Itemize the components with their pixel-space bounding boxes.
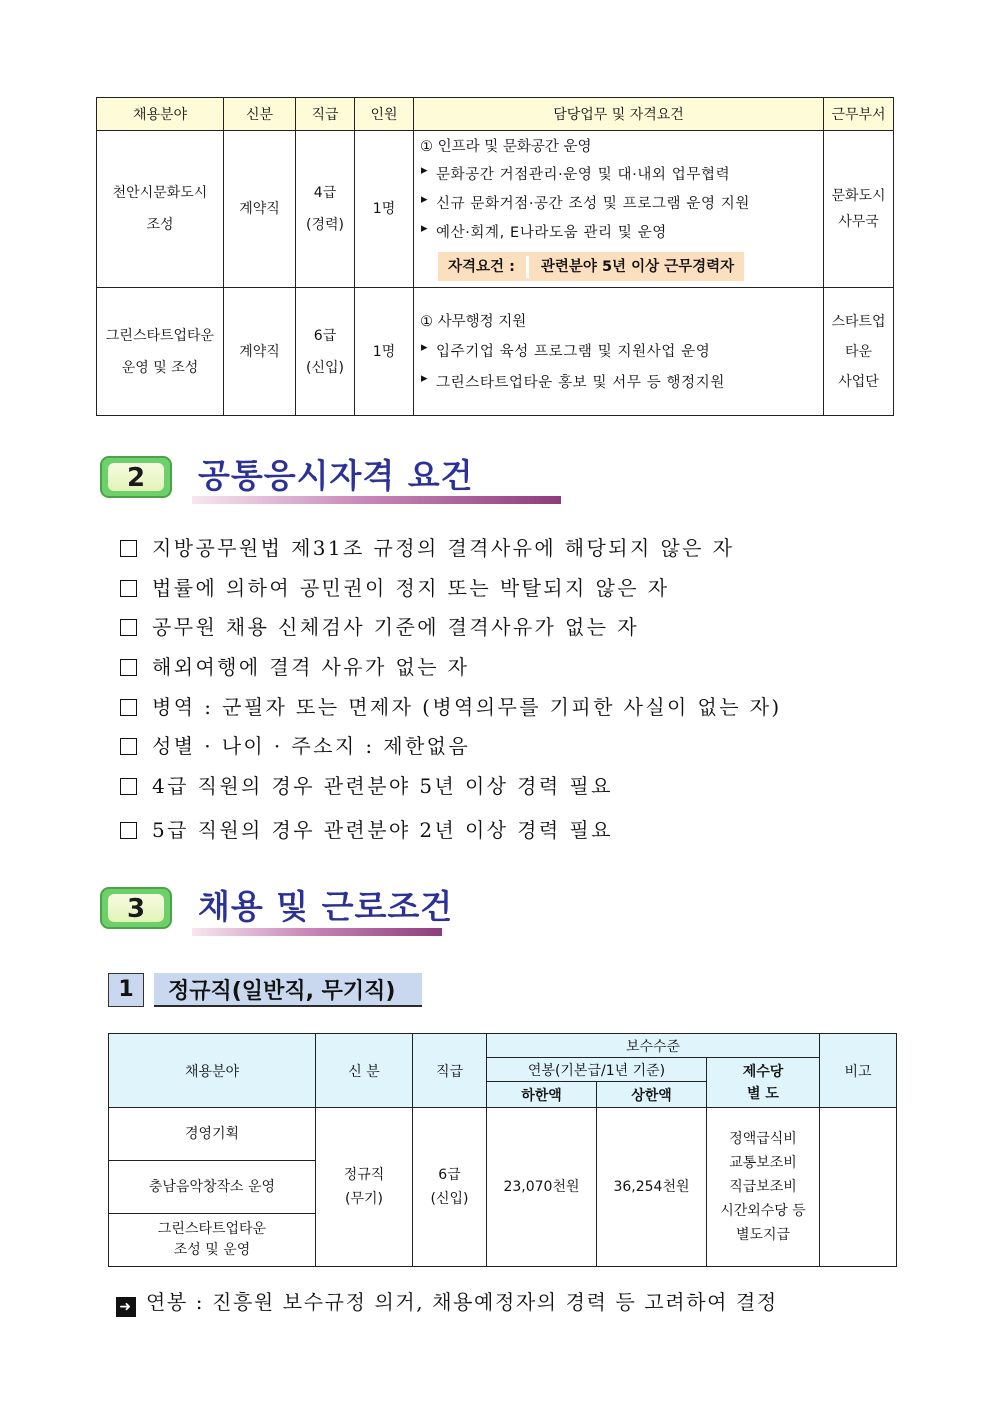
duty-item: ▸ 그린스타트업타운 홍보 및 서무 등 행정지원: [420, 371, 817, 392]
cell-grade: [413, 1108, 487, 1267]
list-item: [118, 652, 782, 692]
section-number: 3: [108, 894, 164, 922]
list-item: [118, 612, 782, 652]
checkbox-icon: [120, 659, 137, 676]
grade-line: 6급: [438, 1167, 461, 1183]
dept-line: 사업단: [838, 373, 879, 390]
grade-line: (경력): [306, 217, 344, 233]
cell-status: [316, 1108, 413, 1267]
cell-max: 36,254천원: [597, 1108, 707, 1267]
field-line: 운영 및 조성: [121, 359, 199, 376]
duty-item: ▸ 문화공간 거점관리·운영 및 대·내외 업무협력: [420, 163, 817, 184]
cell-duty: [414, 131, 824, 288]
grade-line: 4급: [313, 185, 337, 201]
requirement-text: 법률에 의하여 공민권이 정지 또는 박탈되지 않은 자: [152, 575, 670, 600]
checkbox-icon: [120, 540, 137, 557]
header-grade: 직급: [413, 1034, 487, 1108]
table-row: [109, 1108, 897, 1161]
dept-line: 문화도시: [831, 188, 886, 204]
field-line: 그린스타트업타운: [157, 1221, 267, 1237]
cell-min: 23,070천원: [487, 1108, 597, 1267]
grade-line: (신입): [430, 1191, 469, 1207]
header-field: 채용분야: [97, 98, 224, 131]
cell-status: 계약직: [224, 131, 296, 288]
header-count: 인원: [355, 98, 414, 131]
qualification-box: [438, 252, 744, 281]
cell-grade: [296, 131, 355, 288]
duty-heading: ① 인프라 및 문화공간 운영: [420, 139, 592, 155]
header-pay: 보수수준: [487, 1034, 820, 1058]
cell-duty: [414, 288, 824, 416]
requirement-text: 4급 직원의 경우 관련분야 5년 이상 경력 필요: [152, 774, 613, 799]
job-table: [96, 97, 894, 416]
pay-table: [108, 1033, 897, 1267]
table-header-row: [109, 1034, 897, 1058]
dept-line: 타운: [844, 343, 873, 360]
header-duty: 담당업무 및 자격요건: [414, 98, 824, 131]
header-grade: 직급: [296, 98, 355, 131]
duty-item: ▸ 예산·회계, E나라도움 관리 및 운영: [420, 221, 817, 242]
header-field: 채용분야: [109, 1034, 316, 1108]
list-item: [118, 692, 782, 732]
allowance-item: 별도지급: [735, 1227, 791, 1243]
section-underline: [192, 496, 561, 504]
requirement-text: 공무원 채용 신체검사 기준에 결격사유가 없는 자: [152, 615, 639, 640]
requirements-list: [118, 533, 782, 855]
dept-line: 사무국: [838, 214, 879, 230]
cell-count: 1명: [355, 131, 414, 288]
header-allowance: [707, 1058, 820, 1108]
checkbox-icon: [120, 738, 137, 755]
section-number-badge: [100, 887, 172, 929]
list-item: [118, 771, 782, 811]
table-row: [97, 288, 894, 416]
list-item: [118, 533, 782, 573]
salary-note: [116, 1286, 778, 1317]
requirement-text: 병역 : 군필자 또는 면제자 (병역의무를 기피한 사실이 없는 자): [152, 694, 782, 719]
section-underline: [192, 928, 442, 936]
section-title: 공통응시자격 요건: [198, 456, 474, 495]
header-annual: 연봉(기본급/1년 기준): [487, 1058, 707, 1082]
allowance-item: 정액급식비: [729, 1131, 797, 1147]
note-text: 연봉 : 진흥원 보수규정 의거, 채용예정자의 경력 등 고려하여 결정: [146, 1290, 778, 1314]
checkbox-icon: [120, 699, 137, 716]
header-status: 신분: [224, 98, 296, 131]
cell-count: 1명: [355, 288, 414, 416]
checkbox-icon: [120, 822, 137, 839]
list-item: [118, 731, 782, 771]
requirement-text: 해외여행에 결격 사유가 없는 자: [152, 655, 470, 680]
section-title: 채용 및 근로조건: [198, 887, 454, 926]
field-line: 조성 및 운영: [173, 1242, 251, 1258]
list-item: [118, 815, 782, 855]
checkbox-icon: [120, 778, 137, 795]
checkbox-icon: [120, 619, 137, 636]
header-note: 비고: [820, 1034, 897, 1108]
allowance-line: 별 도: [747, 1085, 779, 1102]
table-header-row: [97, 98, 894, 131]
cell-field: [97, 288, 224, 416]
status-line: (무기): [345, 1191, 383, 1207]
list-item: [118, 573, 782, 613]
header-max: 상한액: [597, 1082, 707, 1108]
dept-line: 스타트업: [831, 313, 886, 330]
arrow-right-icon: ➜: [116, 1297, 136, 1317]
field-line: 그린스타트업타운: [105, 327, 215, 344]
cell-status: 계약직: [224, 288, 296, 416]
table-row: [97, 131, 894, 288]
header-min: 하한액: [487, 1082, 597, 1108]
qualification-value: 관련분야 5년 이상 근무경력자: [540, 259, 735, 275]
cell-field: [97, 131, 224, 288]
section-number: 2: [108, 463, 164, 491]
grade-line: (신입): [306, 359, 344, 376]
requirement-text: 5급 직원의 경우 관련분야 2년 이상 경력 필요: [152, 817, 613, 842]
header-dept: 근무부서: [824, 98, 894, 131]
requirement-text: 지방공무원법 제31조 규정의 결격사유에 해당되지 않은 자: [152, 536, 735, 560]
cell-grade: [296, 288, 355, 416]
subsection-number: 1: [108, 973, 144, 1007]
duty-item: ▸ 입주기업 육성 프로그램 및 지원사업 운영: [420, 340, 817, 361]
qualification-divider: [515, 256, 529, 278]
subsection-label: [154, 973, 422, 1007]
duty-heading: ① 사무행정 지원: [420, 314, 527, 330]
allowance-item: 교통보조비: [729, 1155, 797, 1171]
header-status: 신 분: [316, 1034, 413, 1108]
field-line: 조성: [146, 217, 174, 233]
subsection-title: 정규직(일반직, 무기직): [168, 979, 396, 1004]
cell-allowances: [707, 1108, 820, 1267]
status-line: 정규직: [343, 1167, 385, 1183]
allowance-line: 제수당: [742, 1063, 784, 1080]
section-number-badge: [100, 456, 172, 498]
cell-dept: [824, 131, 894, 288]
grade-line: 6급: [313, 327, 337, 344]
cell-dept: [824, 288, 894, 416]
duty-item: ▸ 신규 문화거점·공간 조성 및 프로그램 운영 지원: [420, 192, 817, 213]
cell-field: 충남음악창작소 운영: [109, 1161, 316, 1214]
checkbox-icon: [120, 580, 137, 597]
requirement-text: 성별 · 나이 · 주소지 : 제한없음: [152, 734, 471, 759]
qualification-label: 자격요건 :: [448, 259, 515, 275]
cell-note: [820, 1108, 897, 1267]
cell-field: [109, 1214, 316, 1267]
cell-field: 경영기획: [109, 1108, 316, 1161]
allowance-item: 직급보조비: [729, 1179, 797, 1195]
field-line: 천안시문화도시: [112, 185, 208, 201]
allowance-item: 시간외수당 등: [720, 1203, 806, 1219]
